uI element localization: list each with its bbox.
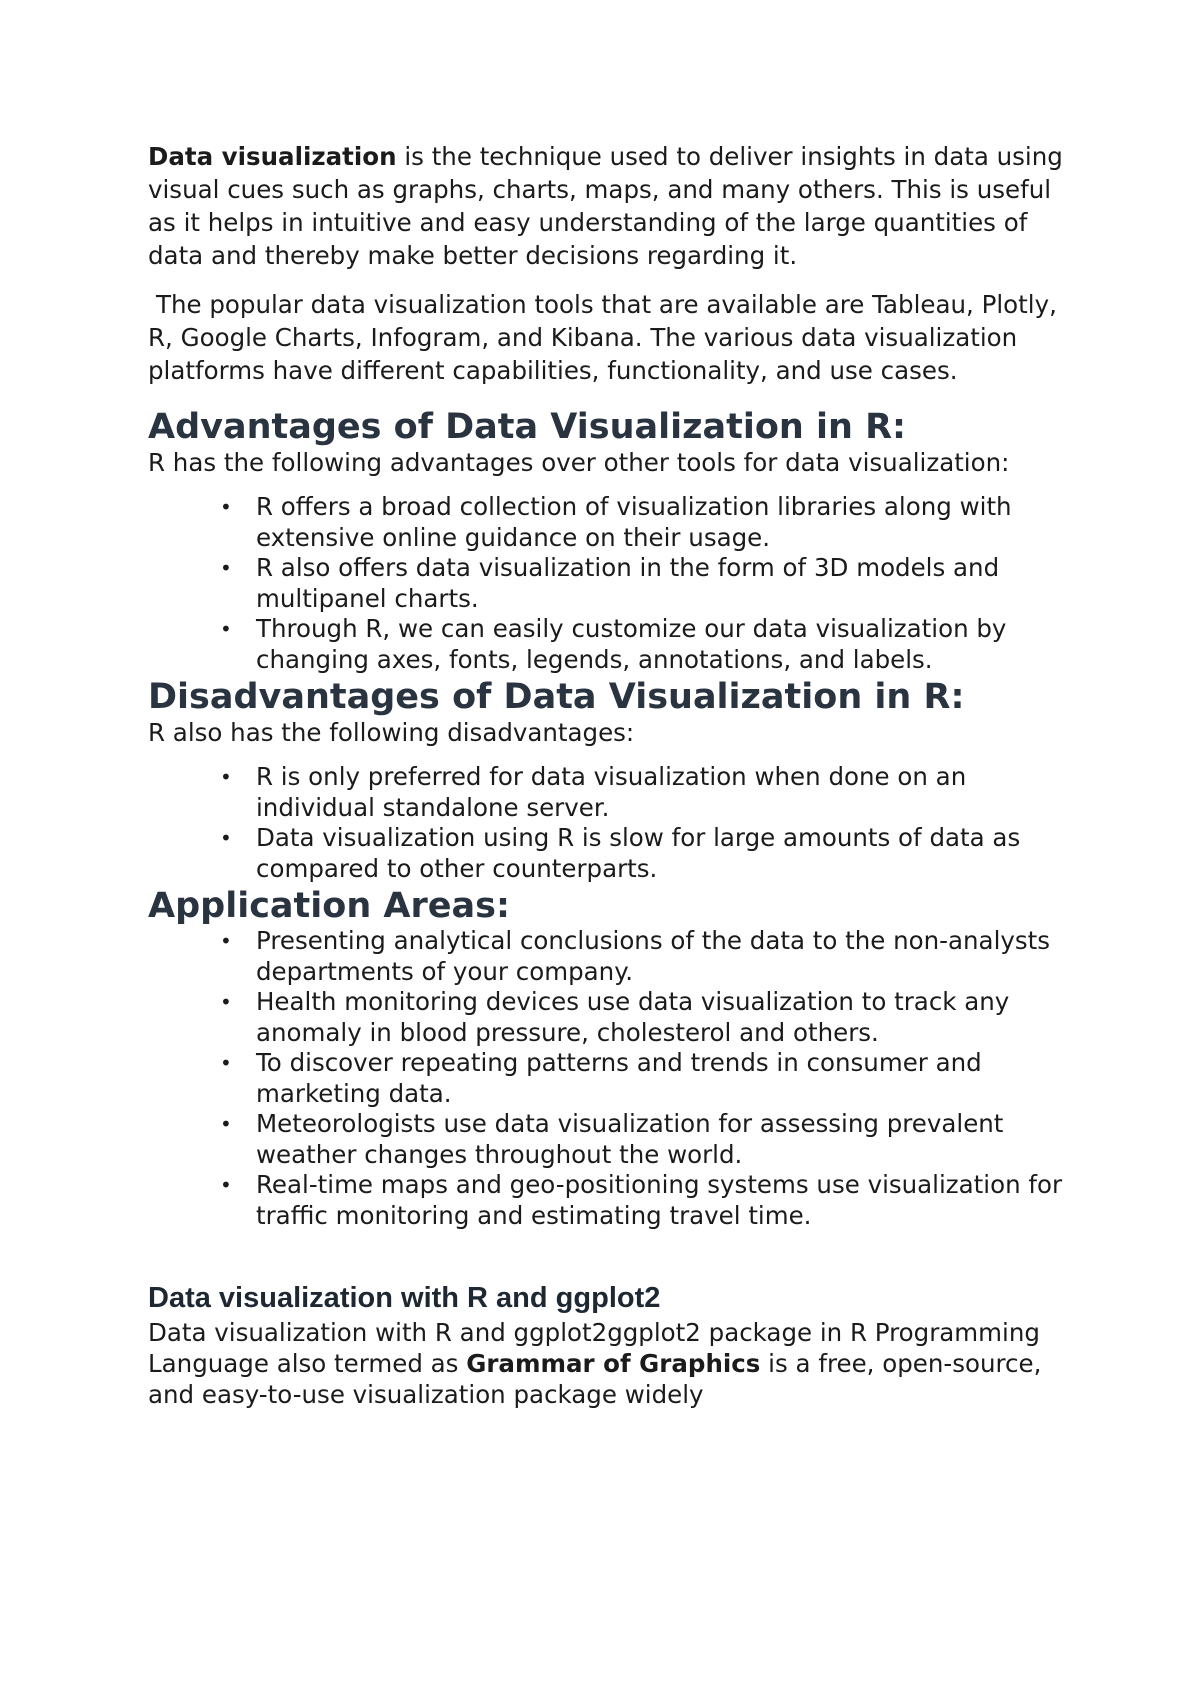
term-data-visualization: Data visualization bbox=[148, 142, 397, 171]
list-item-text: Presenting analytical conclusions of the data to the non-analysts departments of your company. bbox=[256, 926, 1051, 986]
document-page bbox=[148, 140, 1078, 1410]
list-item-text: To discover repeating patterns and trends in consumer and marketing data. bbox=[256, 1048, 982, 1108]
term-grammar-of-graphics: Grammar of Graphics bbox=[466, 1349, 761, 1378]
bullet-icon: • bbox=[220, 495, 232, 519]
bullet-icon: • bbox=[220, 1173, 232, 1197]
bullet-icon: • bbox=[220, 1051, 232, 1075]
applications-heading: Application Areas: bbox=[148, 886, 510, 926]
bullet-icon: • bbox=[220, 556, 232, 580]
list-item-text: Data visualization using R is slow for large amounts of data as compared to other counterparts. bbox=[256, 823, 1021, 883]
applications-list bbox=[148, 926, 1078, 1231]
bullet-icon: • bbox=[220, 929, 232, 953]
list-item-text: Meteorologists use data visualization for assessing prevalent weather changes throughout the world. bbox=[256, 1109, 1004, 1169]
list-item bbox=[220, 762, 1078, 823]
advantages-heading: Advantages of Data Visualization in R: bbox=[148, 407, 907, 447]
advantages-intro: R has the following advantages over other tools for data visualization: bbox=[148, 448, 1010, 477]
disadvantages-intro: R also has the following disadvantages: bbox=[148, 718, 635, 747]
list-item-text: Real-time maps and geo-positioning systems use visualization for traffic monitoring and estimating travel time. bbox=[256, 1170, 1063, 1230]
list-item-text: Through R, we can easily customize our data visualization by changing axes, fonts, legends, annotations, and labels. bbox=[256, 614, 1007, 674]
bullet-icon: • bbox=[220, 765, 232, 789]
list-item-text: R also offers data visualization in the form of 3D models and multipanel charts. bbox=[256, 553, 1000, 613]
intro-paragraph-1 bbox=[148, 140, 1078, 272]
ggplot-paragraph-text-1: Data visualization with R and ggplot2ggplot2 package in R Programming Language also termed as bbox=[148, 1318, 1040, 1378]
disadvantages-list bbox=[148, 762, 1078, 884]
bullet-icon: • bbox=[220, 990, 232, 1014]
advantages-list bbox=[148, 492, 1078, 675]
list-item-text: R is only preferred for data visualization when done on an individual standalone server. bbox=[256, 762, 967, 822]
list-item bbox=[220, 614, 1078, 675]
list-item bbox=[220, 987, 1078, 1048]
disadvantages-heading: Disadvantages of Data Visualization in R: bbox=[148, 677, 965, 717]
ggplot-section bbox=[148, 1281, 1078, 1410]
list-item bbox=[220, 1109, 1078, 1170]
bullet-icon: • bbox=[220, 617, 232, 641]
list-item-text: R offers a broad collection of visualization libraries along with extensive online guidance on their usage. bbox=[256, 492, 1012, 552]
list-item bbox=[220, 1170, 1078, 1231]
ggplot-paragraph bbox=[148, 1317, 1078, 1410]
intro-paragraph-2: The popular data visualization tools that are available are Tableau, Plotly, R, Google Charts, Infogram, and Kibana. The various data visualization platforms have different capabilities, functionality, and use cases. bbox=[148, 290, 1057, 385]
list-item bbox=[220, 926, 1078, 987]
list-item bbox=[220, 553, 1078, 614]
list-item bbox=[220, 492, 1078, 553]
ggplot-heading: Data visualization with R and ggplot2 bbox=[148, 1282, 661, 1314]
bullet-icon: • bbox=[220, 826, 232, 850]
list-item bbox=[220, 1048, 1078, 1109]
bullet-icon: • bbox=[220, 1112, 232, 1136]
ggplot-paragraph-text-2: is a free, open-source, and easy-to-use visualization package widely bbox=[148, 1349, 1042, 1409]
list-item-text: Health monitoring devices use data visualization to track any anomaly in blood pressure, cholesterol and others. bbox=[256, 987, 1010, 1047]
list-item bbox=[220, 823, 1078, 884]
intro-paragraph-1-text: is the technique used to deliver insights in data using visual cues such as graphs, charts, maps, and many others. This is useful as it helps in intuitive and easy understanding of the large quantities of data and thereby make better decisions regarding it. bbox=[148, 142, 1063, 270]
